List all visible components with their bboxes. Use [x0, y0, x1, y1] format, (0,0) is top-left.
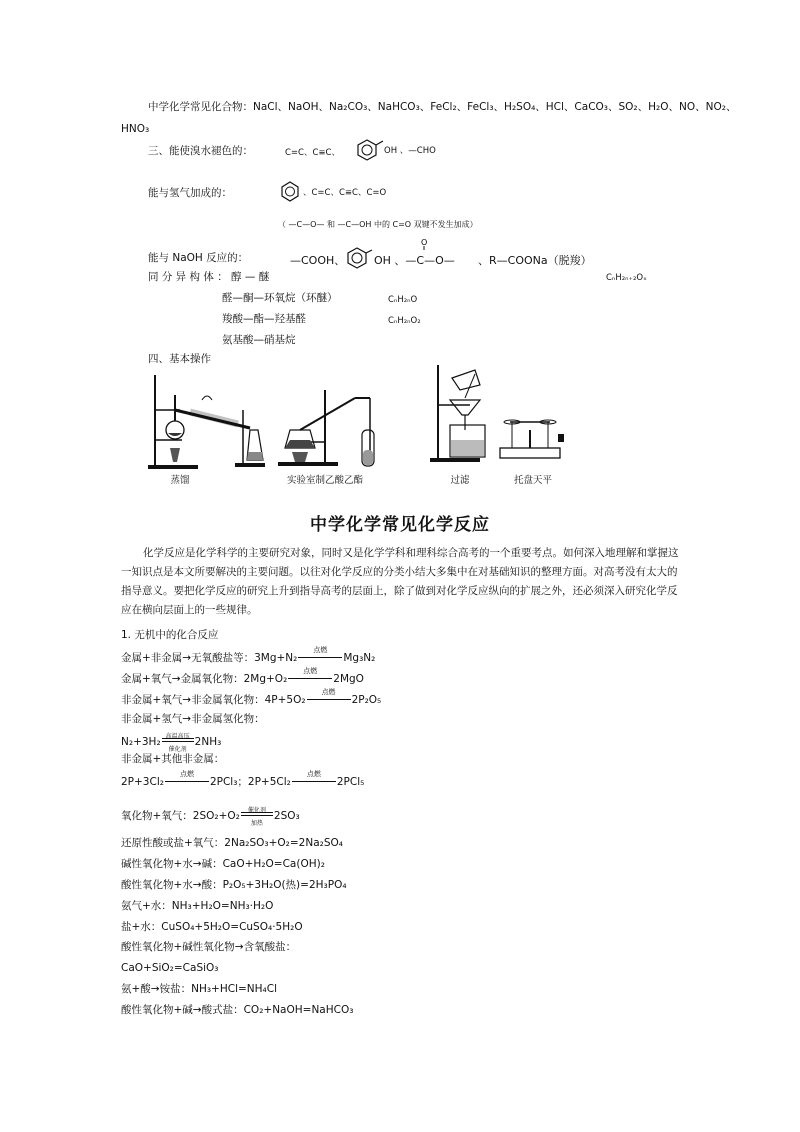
reaction-6-arrow — [241, 807, 273, 827]
reaction-4-product: 2NH₃ — [194, 736, 222, 748]
caption-filtration: 过滤 — [450, 475, 470, 486]
caption-distillation: 蒸馏 — [170, 475, 190, 486]
iso-formula-1: CₙH₂ₙ₊₂Oₓ — [606, 273, 647, 283]
reaction-3-condition: 点燃 — [321, 688, 336, 696]
compounds-list: NaCl、NaOH、Na₂CO₃、NaHCO₃、FeCl₂、FeCl₃、H₂SO₄、HCl、CaCO₃、SO₂、H₂O、NO、NO₂、 — [253, 101, 737, 113]
reaction-5-condition-1: 点燃 — [179, 770, 194, 778]
ops-label: 四、基本操作 — [148, 353, 211, 365]
apparatus-right-illustration — [420, 360, 570, 475]
reaction-5 — [121, 770, 365, 789]
svg-text:O: O — [421, 238, 428, 247]
apparatus-left-illustration — [140, 370, 410, 485]
reaction-14: 氨+酸→铵盐：NH₃+HCl=NH₄Cl — [121, 983, 278, 995]
reaction-2-product: 2MgO — [333, 673, 364, 685]
reaction-1-label: 金属+非金属→无氧酸盐等：3Mg+N₂ — [121, 652, 298, 664]
reaction-9: 酸性氧化物+水→酸：P₂O₅+3H₂O(热)=2H₃PO₄ — [121, 879, 347, 891]
reaction-4-label: 非金属+氢气→非金属氢化物： — [121, 713, 265, 725]
reaction-6-condition-top: 催化剂 — [247, 807, 266, 814]
naoh-items-2: OH 、—C—O— — [374, 254, 455, 267]
reaction-2-condition: 点燃 — [303, 667, 318, 675]
reaction-4 — [121, 733, 222, 753]
reaction-5-arrow-2 — [292, 770, 336, 782]
reaction-1 — [121, 646, 376, 665]
carbonyl-mark-icon — [419, 236, 429, 250]
compounds-line — [148, 100, 736, 114]
reaction-5-label: 非金属+其他非金属： — [121, 753, 225, 765]
iso-row-4: 氨基酸—硝基烷 — [222, 334, 296, 346]
reaction-6-product: 2SO₃ — [273, 810, 300, 822]
reaction-3-arrow — [307, 688, 351, 700]
naoh-label: 能与 NaOH 反应的： — [148, 252, 249, 264]
reaction-3-label: 非金属+氧气→非金属氧化物：4P+5O₂ — [121, 694, 306, 706]
iso-label: 同 分 异 构 体 ： 醇 — 醚 — [148, 271, 270, 283]
reaction-4-arrow — [162, 733, 194, 753]
iso-formula-2: CₙH₂ₙO — [388, 295, 418, 305]
reaction-4-condition-top: 高温高压 — [165, 733, 190, 740]
reaction-12: 酸性氧化物+碱性氧化物→含氧酸盐： — [121, 941, 297, 953]
iso-formula-3: CₙH₂ₙO₂ — [388, 316, 421, 326]
bromine-items: C=C、C≡C、 — [285, 148, 340, 158]
reaction-2-arrow — [288, 667, 332, 679]
naoh-items-1: —COOH、 — [290, 254, 346, 267]
reaction-11: 盐+水：CuSO₄+5H₂O=CuSO₄·5H₂O — [121, 921, 303, 933]
h2-label: 能与氢气加成的： — [148, 187, 232, 199]
intro-paragraph: 化学反应是化学科学的主要研究对象，同时又是化学学科和理科综合高考的一个重要考点。如何深入地理解和掌握这一知识点是本文所要解决的主要问题。以往对化学反应的分类小结大多集中在对基础知识的整理方面。对高考没有太大的指导意义。要把化学反应的研究上升到指导高考的层面上，除了做到对化学反应纵向的扩展之外，还必须深入研究化学反应在横向层面上的一些规律。 — [121, 547, 679, 616]
phenol-ring-icon — [355, 138, 385, 164]
section-heading: 1. 无机中的化合反应 — [121, 629, 219, 641]
h2-items: 、C=C、C≡C、C=O — [303, 188, 387, 198]
compounds-label: 中学化学常见化合物： — [148, 101, 253, 113]
naoh-items-3: 、R—COONa（脱羧） — [478, 254, 592, 267]
caption-balance: 托盘天平 — [513, 475, 552, 486]
reaction-3 — [121, 688, 382, 707]
reaction-5-arrow-1 — [165, 770, 209, 782]
reaction-1-condition: 点燃 — [313, 646, 328, 654]
reaction-13: CaO+SiO₂=CaSiO₃ — [121, 962, 219, 974]
compounds-cont: HNO₃ — [121, 123, 150, 135]
phenol-ring-2-icon — [346, 245, 374, 271]
reaction-3-product: 2P₂O₅ — [351, 694, 382, 706]
reaction-5-product-1: 2PCl₃；2P+5Cl₂ — [209, 776, 291, 788]
reaction-1-arrow — [298, 646, 342, 658]
reaction-2 — [121, 667, 364, 686]
bromine-tail: OH 、—CHO — [384, 146, 436, 156]
reaction-6 — [121, 807, 300, 827]
reaction-7: 还原性酸或盐+氧气：2Na₂SO₃+O₂=2Na₂SO₄ — [121, 837, 344, 849]
reaction-4-equation: N₂+3H₂ — [121, 736, 161, 748]
reaction-5-product-2: 2PCl₅ — [336, 776, 365, 788]
reaction-5-equation-1: 2P+3Cl₂ — [121, 776, 164, 788]
reaction-15: 酸性氧化物+碱→酸式盐：CO₂+NaOH=NaHCO₃ — [121, 1004, 354, 1016]
reaction-8: 碱性氧化物+水→碱：CaO+H₂O=Ca(OH)₂ — [121, 858, 325, 870]
reaction-4-condition-bottom: 催化剂 — [168, 746, 187, 753]
benzene-ring-icon — [279, 180, 301, 204]
article-title: 中学化学常见化学反应 — [310, 515, 490, 535]
reaction-1-product: Mg₃N₂ — [343, 652, 376, 664]
reaction-10: 氨气+水：NH₃+H₂O=NH₃·H₂O — [121, 900, 274, 912]
reaction-6-condition-bottom: 加热 — [250, 820, 263, 827]
bromine-label: 三、能使溴水褪色的： — [148, 145, 253, 157]
reaction-5-condition-2: 点燃 — [306, 770, 321, 778]
caption-ethyl-acetate: 实验室制乙酸乙酯 — [286, 475, 363, 486]
h2-note: （ —C—O— 和 —C—OH 中的 C=O 双键不发生加成） — [278, 220, 478, 229]
iso-row-2: 醛—酮—环氧烷（环醚） — [222, 292, 338, 304]
reaction-2-label: 金属+氧气→金属氧化物：2Mg+O₂ — [121, 673, 288, 685]
reaction-6-label: 氧化物+氧气：2SO₂+O₂ — [121, 810, 240, 822]
iso-row-3: 羧酸—酯—羟基醛 — [222, 313, 306, 325]
